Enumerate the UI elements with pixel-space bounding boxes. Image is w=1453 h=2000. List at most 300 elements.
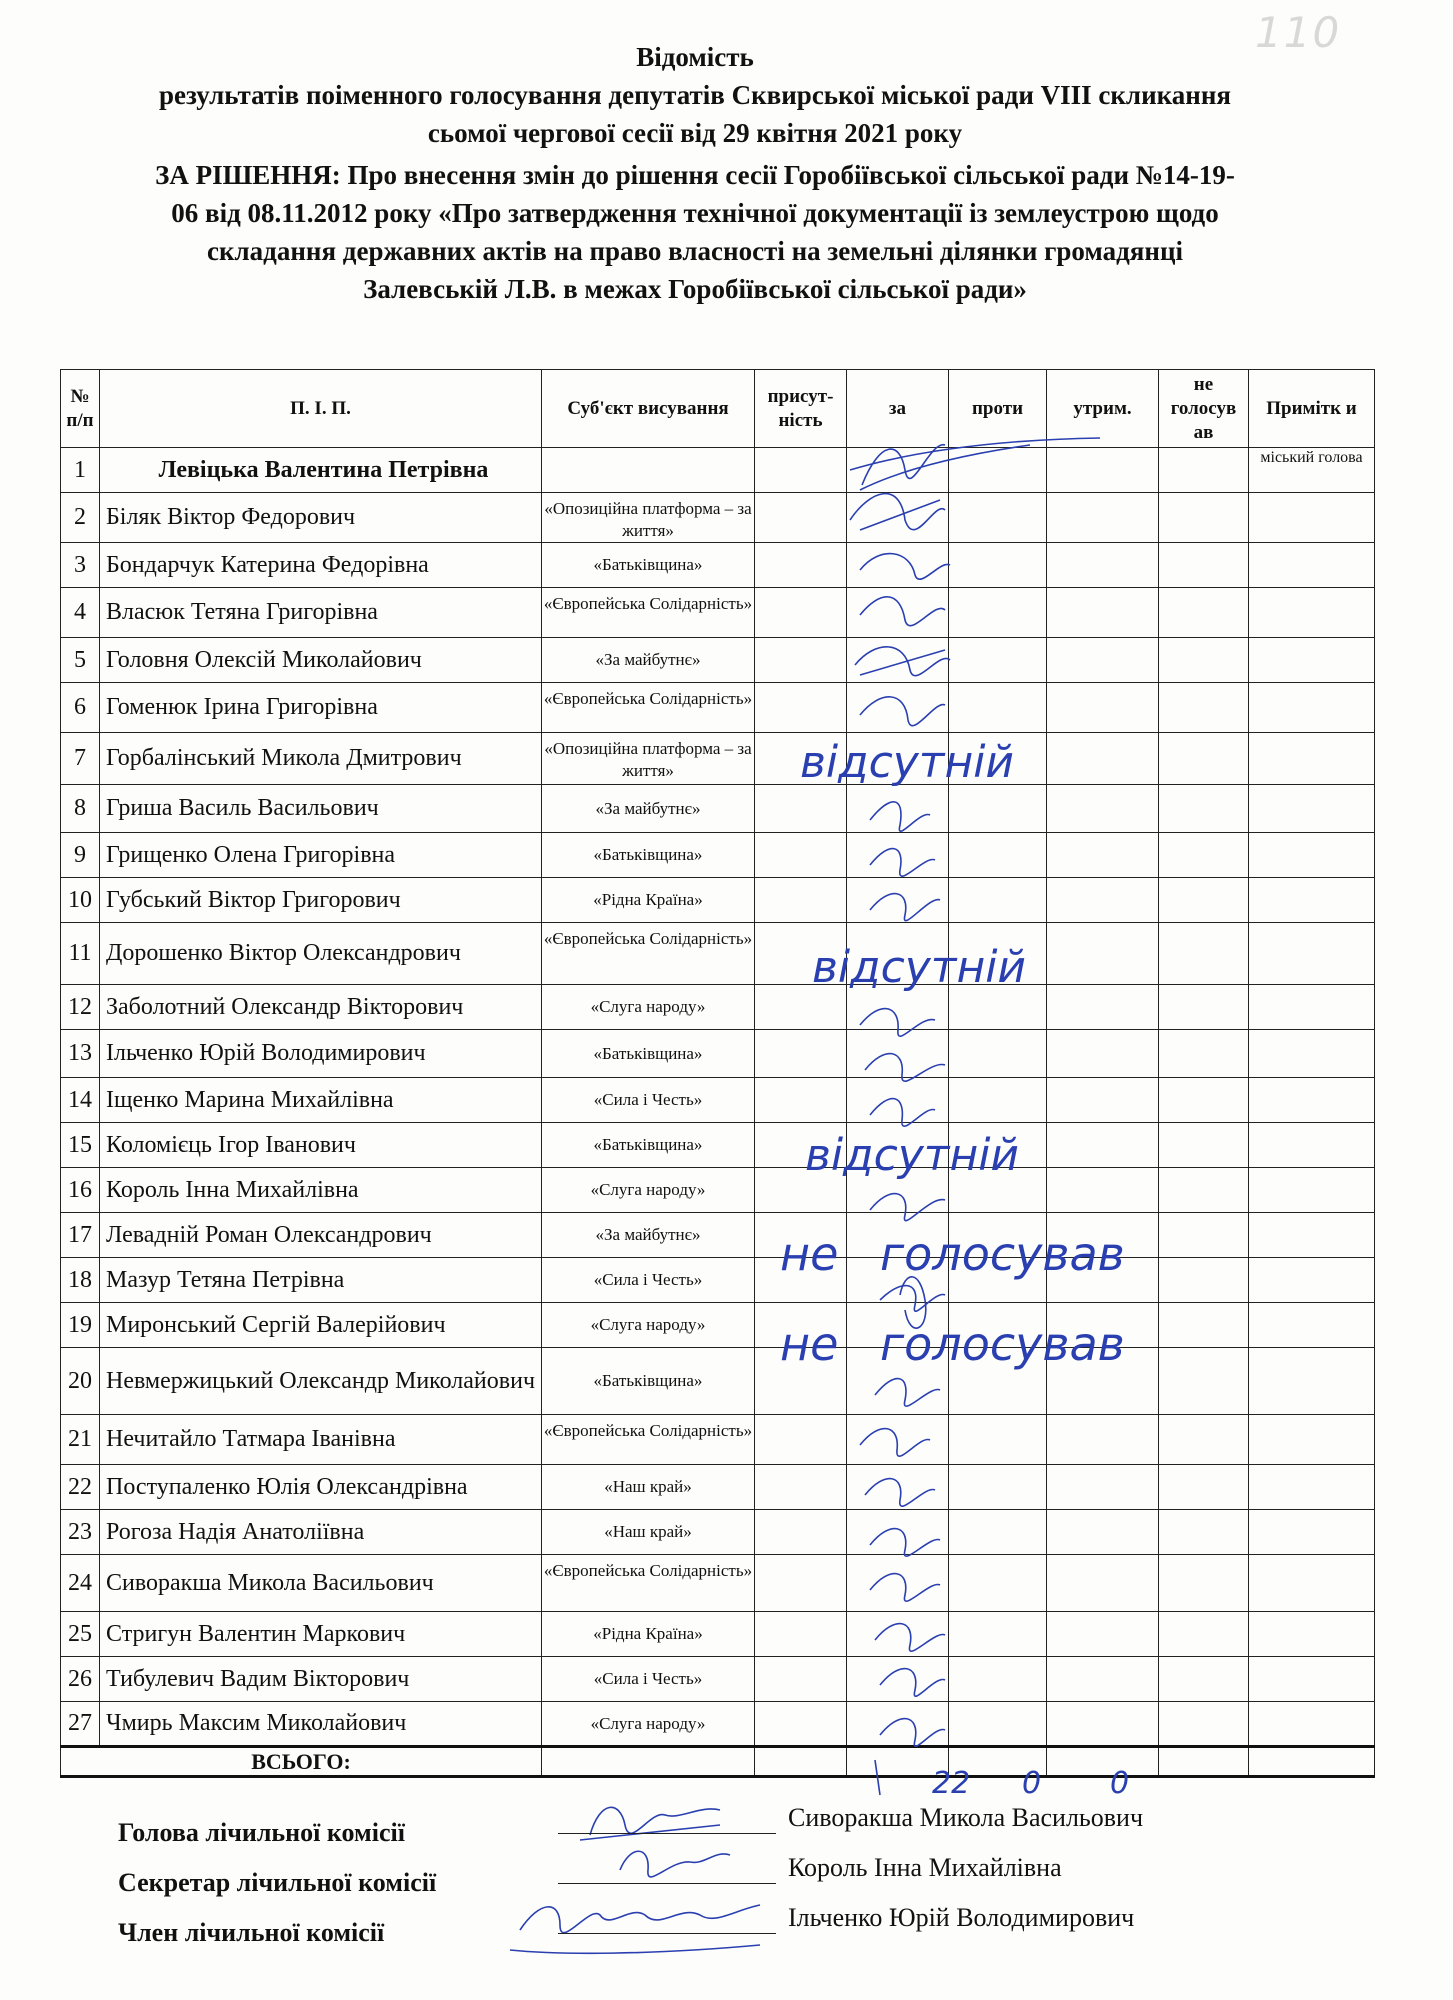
party-cell	[542, 1702, 755, 1747]
col-header-party: Суб'єкт висування	[542, 370, 755, 448]
absent-label-row-15: відсутній	[805, 1130, 1020, 1181]
table-row	[61, 1168, 1375, 1213]
party-cell-text: «Рідна Країна»	[593, 1624, 703, 1643]
row-number: 9	[61, 833, 100, 878]
total-cell	[1249, 1747, 1375, 1777]
against-cell	[949, 1612, 1047, 1657]
present-cell	[755, 683, 847, 733]
note-cell	[1249, 638, 1375, 683]
against-cell	[949, 1510, 1047, 1555]
for-cell	[847, 1657, 949, 1702]
table-row	[61, 1465, 1375, 1510]
abstain-cell	[1047, 923, 1159, 985]
document-subtitle-1: результатів поіменного голосування депутатів Сквирської міської ради VIII скликання	[158, 80, 1232, 110]
note-cell	[1249, 1657, 1375, 1702]
against-cell	[949, 1213, 1047, 1258]
against-cell	[949, 1555, 1047, 1612]
abstain-cell	[1047, 1415, 1159, 1465]
table-row	[61, 923, 1375, 985]
signature-role: Секретар лічильної комісії	[118, 1868, 437, 1897]
party-cell-text: «За майбутнє»	[595, 1225, 701, 1244]
party-cell	[542, 1030, 755, 1078]
table-row	[61, 1030, 1375, 1078]
not-voted-cell	[1159, 785, 1249, 833]
deputy-name: Невмержицький Олександр Миколайович	[100, 1348, 542, 1415]
col-header-abstain: утрим.	[1047, 370, 1159, 448]
present-cell	[755, 1415, 847, 1465]
deputy-name: Король Інна Михайлівна	[100, 1168, 542, 1213]
deputy-name: Мазур Тетяна Петрівна	[100, 1258, 542, 1303]
note-cell	[1249, 683, 1375, 733]
present-cell	[755, 543, 847, 588]
deputy-name: Левіцька Валентина Петрівна	[100, 448, 542, 493]
abstain-cell	[1047, 1555, 1159, 1612]
signature-person: Ільченко Юрій Володимирович	[788, 1903, 1135, 1932]
row-number: 13	[61, 1030, 100, 1078]
against-cell	[949, 493, 1047, 543]
party-cell	[542, 683, 755, 733]
party-cell	[542, 493, 755, 543]
row-number: 20	[61, 1348, 100, 1415]
not-voted-cell	[1159, 1612, 1249, 1657]
against-cell	[949, 683, 1047, 733]
not-voted-cell	[1159, 733, 1249, 785]
note-cell	[1249, 1348, 1375, 1415]
deputy-name: Власюк Тетяна Григорівна	[100, 588, 542, 638]
col-header-against: проти	[949, 370, 1047, 448]
abstain-cell	[1047, 1348, 1159, 1415]
against-cell	[949, 1123, 1047, 1168]
present-cell	[755, 833, 847, 878]
party-cell-text: «За майбутнє»	[595, 798, 701, 818]
party-cell-text: «Європейська Солідарність»	[543, 1561, 753, 1580]
abstain-cell	[1047, 1078, 1159, 1123]
against-cell	[949, 588, 1047, 638]
party-cell	[542, 1555, 755, 1612]
table-row	[61, 1555, 1375, 1612]
not-voted-cell	[1159, 923, 1249, 985]
present-cell	[755, 1168, 847, 1213]
note-cell	[1249, 1555, 1375, 1612]
for-cell	[847, 1555, 949, 1612]
total-label: ВСЬОГО:	[61, 1747, 542, 1777]
row-number: 23	[61, 1510, 100, 1555]
row-number: 3	[61, 543, 100, 588]
party-cell-text: «Батьківщина»	[593, 845, 703, 864]
present-cell	[755, 1612, 847, 1657]
not-voted-cell	[1159, 833, 1249, 878]
present-cell	[755, 1555, 847, 1612]
row-number: 21	[61, 1415, 100, 1465]
abstain-cell	[1047, 1612, 1159, 1657]
against-cell	[949, 1303, 1047, 1348]
party-cell	[542, 1465, 755, 1510]
not-voted-cell	[1159, 1657, 1249, 1702]
for-cell	[847, 1078, 949, 1123]
for-cell	[847, 785, 949, 833]
abstain-cell	[1047, 785, 1159, 833]
not-voted-cell	[1159, 1213, 1249, 1258]
against-cell	[949, 985, 1047, 1030]
for-cell	[847, 683, 949, 733]
deputy-name: Ільченко Юрій Володимирович	[100, 1030, 542, 1078]
deputy-name: Рогоза Надія Анатоліївна	[100, 1510, 542, 1555]
deputy-name: Грищенко Олена Григорівна	[100, 833, 542, 878]
signature-person: Сиворакша Микола Васильович	[788, 1803, 1144, 1832]
for-cell	[847, 1702, 949, 1747]
for-cell	[847, 985, 949, 1030]
deputy-name: Стригун Валентин Маркович	[100, 1612, 542, 1657]
party-cell-text: «Наш край»	[604, 1522, 692, 1541]
against-cell	[949, 1657, 1047, 1702]
deputy-name: Горбалінський Микола Дмитрович	[100, 733, 542, 785]
present-cell	[755, 1348, 847, 1415]
party-cell	[542, 1510, 755, 1555]
for-cell	[847, 1168, 949, 1213]
against-cell	[949, 1348, 1047, 1415]
row-number: 18	[61, 1258, 100, 1303]
abstain-cell	[1047, 1657, 1159, 1702]
party-cell-text: «За майбутнє»	[595, 650, 701, 669]
against-cell	[949, 1168, 1047, 1213]
party-cell-text: «Сила і Честь»	[593, 1669, 703, 1688]
party-cell	[542, 923, 755, 985]
abstain-cell	[1047, 878, 1159, 923]
total-row	[61, 1747, 1375, 1777]
total-cell	[1047, 1747, 1159, 1777]
deputy-name: Гоменюк Ірина Григорівна	[100, 683, 542, 733]
against-cell	[949, 1415, 1047, 1465]
present-cell	[755, 1657, 847, 1702]
note-cell	[1249, 448, 1375, 493]
for-cell	[847, 543, 949, 588]
party-cell-text: «Європейська Солідарність»	[543, 929, 753, 948]
present-cell	[755, 785, 847, 833]
present-cell	[755, 493, 847, 543]
party-cell-text: «Батьківщина»	[593, 1043, 703, 1063]
absent-label-row-11: відсутній	[812, 942, 1027, 993]
party-cell-text: «Слуга народу»	[590, 1315, 706, 1334]
not-voted-cell	[1159, 1168, 1249, 1213]
table-row	[61, 1303, 1375, 1348]
table-row	[61, 1657, 1375, 1702]
decision-line-1: ЗА РІШЕННЯ: Про внесення змін до рішення сесії Горобіївської сільської ради №14-19-	[155, 160, 1235, 190]
note-cell	[1249, 985, 1375, 1030]
page-number: 110	[1255, 8, 1342, 57]
total-cell	[1159, 1747, 1249, 1777]
note-cell	[1249, 1078, 1375, 1123]
table-header-row	[61, 370, 1375, 448]
against-cell	[949, 833, 1047, 878]
table-row	[61, 683, 1375, 733]
table-row	[61, 1702, 1375, 1747]
for-cell	[847, 448, 949, 493]
not-voted-cell	[1159, 448, 1249, 493]
abstain-cell	[1047, 1510, 1159, 1555]
party-cell	[542, 1348, 755, 1415]
present-cell	[755, 1465, 847, 1510]
note-cell	[1249, 1258, 1375, 1303]
deputy-name: Тибулевич Вадим Вікторович	[100, 1657, 542, 1702]
col-header-for: за	[847, 370, 949, 448]
for-cell	[847, 1510, 949, 1555]
present-cell	[755, 1030, 847, 1078]
table-row	[61, 733, 1375, 785]
row-number: 25	[61, 1612, 100, 1657]
party-cell	[542, 1657, 755, 1702]
table-row	[61, 878, 1375, 923]
present-cell	[755, 733, 847, 785]
vote-table	[60, 369, 1375, 1778]
not-voted-cell	[1159, 1465, 1249, 1510]
not-voted-cell	[1159, 985, 1249, 1030]
row-number: 27	[61, 1702, 100, 1747]
party-cell	[542, 733, 755, 785]
party-cell-text: «Батьківщина»	[593, 555, 703, 574]
note-cell	[1249, 1702, 1375, 1747]
table-row	[61, 1415, 1375, 1465]
total-cell	[847, 1747, 949, 1777]
table-row	[61, 638, 1375, 683]
party-cell	[542, 1123, 755, 1168]
abstain-cell	[1047, 543, 1159, 588]
table-row	[61, 1510, 1375, 1555]
deputy-name: Губський Віктор Григорович	[100, 878, 542, 923]
deputy-name: Чмирь Максим Миколайович	[100, 1702, 542, 1747]
party-cell	[542, 543, 755, 588]
for-cell	[847, 733, 949, 785]
abstain-cell	[1047, 638, 1159, 683]
party-cell-text: «Слуга народу»	[590, 997, 706, 1016]
against-cell	[949, 638, 1047, 683]
note-cell	[1249, 878, 1375, 923]
total-for: 22	[932, 1766, 971, 1801]
party-cell	[542, 1303, 755, 1348]
present-cell	[755, 1078, 847, 1123]
party-cell	[542, 1078, 755, 1123]
deputy-name: Левадній Роман Олександрович	[100, 1213, 542, 1258]
row-number: 16	[61, 1168, 100, 1213]
table-row	[61, 985, 1375, 1030]
against-cell	[949, 1702, 1047, 1747]
col-header-present: присут-ність	[755, 370, 847, 448]
party-cell	[542, 985, 755, 1030]
document-subtitle-2: сьомої чергової сесії від 29 квітня 2021 року	[427, 118, 963, 148]
not-voted-cell	[1159, 1123, 1249, 1168]
party-cell	[542, 1168, 755, 1213]
present-cell	[755, 448, 847, 493]
for-cell	[847, 1303, 949, 1348]
col-header-note: Примітк и	[1249, 370, 1375, 448]
col-header-num: № п/п	[61, 370, 100, 448]
for-cell	[847, 1258, 949, 1303]
note-cell	[1249, 785, 1375, 833]
table-row	[61, 1078, 1375, 1123]
deputy-name: Сиворакша Микола Васильович	[100, 1555, 542, 1612]
not-voted-cell	[1159, 1303, 1249, 1348]
note-cell	[1249, 833, 1375, 878]
row-number: 5	[61, 638, 100, 683]
party-cell-text: «Європейська Солідарність»	[543, 689, 753, 708]
present-cell	[755, 1123, 847, 1168]
party-cell	[542, 1612, 755, 1657]
for-cell	[847, 1415, 949, 1465]
present-cell	[755, 1303, 847, 1348]
signature-row-chair	[118, 1805, 1368, 1845]
against-cell	[949, 923, 1047, 985]
signature-role: Голова лічильної комісії	[118, 1818, 405, 1847]
abstain-cell	[1047, 588, 1159, 638]
abstain-cell	[1047, 683, 1159, 733]
deputy-name: Біляк Віктор Федорович	[100, 493, 542, 543]
note-cell	[1249, 923, 1375, 985]
for-cell	[847, 493, 949, 543]
not-voted-cell	[1159, 1510, 1249, 1555]
signature-row-secretary	[118, 1855, 1368, 1895]
note-cell	[1249, 543, 1375, 588]
note-cell	[1249, 588, 1375, 638]
abstain-cell	[1047, 985, 1159, 1030]
abstain-cell	[1047, 1030, 1159, 1078]
party-cell-text: «Європейська Солідарність»	[543, 594, 753, 613]
not-voted-cell	[1159, 1415, 1249, 1465]
total-against: 0	[1022, 1766, 1042, 1801]
abstain-cell	[1047, 448, 1159, 493]
deputy-name: Іщенко Марина Михайлівна	[100, 1078, 542, 1123]
row-number: 11	[61, 923, 100, 985]
row-number: 6	[61, 683, 100, 733]
party-cell-text: «Опозиційна платформа – за життя»	[544, 499, 752, 540]
party-cell-text: «Наш край»	[604, 1477, 692, 1496]
row-number: 12	[61, 985, 100, 1030]
for-cell	[847, 1030, 949, 1078]
for-cell	[847, 1123, 949, 1168]
for-cell	[847, 1612, 949, 1657]
against-cell	[949, 1030, 1047, 1078]
not-voted-cell	[1159, 1348, 1249, 1415]
against-cell	[949, 543, 1047, 588]
for-cell	[847, 1465, 949, 1510]
present-cell	[755, 923, 847, 985]
for-cell	[847, 638, 949, 683]
for-cell	[847, 923, 949, 985]
not-voted-label-row-17-a: не	[780, 1227, 839, 1281]
signature-person: Король Інна Михайлівна	[788, 1853, 1062, 1882]
not-voted-cell	[1159, 638, 1249, 683]
row-number: 2	[61, 493, 100, 543]
deputy-name: Бондарчук Катерина Федорівна	[100, 543, 542, 588]
not-voted-cell	[1159, 543, 1249, 588]
abstain-cell	[1047, 1213, 1159, 1258]
total-cell	[542, 1747, 755, 1777]
party-cell	[542, 1415, 755, 1465]
party-cell	[542, 1258, 755, 1303]
present-cell	[755, 1213, 847, 1258]
row-number: 1	[61, 448, 100, 493]
for-cell	[847, 878, 949, 923]
total-cell	[949, 1747, 1047, 1777]
party-cell	[542, 1213, 755, 1258]
not-voted-cell	[1159, 1555, 1249, 1612]
for-cell	[847, 588, 949, 638]
signature-line	[558, 1933, 776, 1934]
party-cell	[542, 448, 755, 493]
not-voted-label-row-17-b: голосував	[880, 1227, 1125, 1281]
abstain-cell	[1047, 493, 1159, 543]
not-voted-cell	[1159, 1702, 1249, 1747]
not-voted-label-row-19-b: голосував	[880, 1317, 1125, 1371]
signature-line	[558, 1883, 776, 1884]
note-cell	[1249, 733, 1375, 785]
document-header	[30, 38, 1360, 308]
note-cell	[1249, 1612, 1375, 1657]
note-cell	[1249, 493, 1375, 543]
row-number: 19	[61, 1303, 100, 1348]
present-cell	[755, 985, 847, 1030]
table-row	[61, 448, 1375, 493]
against-cell	[949, 1078, 1047, 1123]
abstain-cell	[1047, 1123, 1159, 1168]
row-number: 22	[61, 1465, 100, 1510]
against-cell	[949, 785, 1047, 833]
row-number: 8	[61, 785, 100, 833]
present-cell	[755, 1510, 847, 1555]
against-cell	[949, 878, 1047, 923]
party-cell-text: «Опозиційна платформа – за життя»	[544, 739, 752, 780]
party-cell	[542, 588, 755, 638]
abstain-cell	[1047, 1465, 1159, 1510]
note-cell	[1249, 1415, 1375, 1465]
deputy-name: Миронський Сергій Валерійович	[100, 1303, 542, 1348]
deputy-name: Гриша Василь Васильович	[100, 785, 542, 833]
note-cell	[1249, 1303, 1375, 1348]
table-row	[61, 785, 1375, 833]
party-cell	[542, 638, 755, 683]
signature-row-member	[118, 1905, 1368, 1945]
party-cell-text: «Батьківщина»	[593, 1135, 703, 1154]
abstain-cell	[1047, 1702, 1159, 1747]
signature-role: Член лічильної комісії	[118, 1918, 385, 1947]
deputy-name: Коломієць Ігор Іванович	[100, 1123, 542, 1168]
decision-line-2: 06 від 08.11.2012 року «Про затвердження технічної документації із землеустрою щодо	[171, 198, 1219, 228]
against-cell	[949, 733, 1047, 785]
row-number: 24	[61, 1555, 100, 1612]
for-cell	[847, 1213, 949, 1258]
party-cell-text: «Сила і Честь»	[593, 1090, 703, 1109]
party-cell	[542, 878, 755, 923]
party-cell-text: «Сила і Честь»	[593, 1270, 703, 1289]
row-number: 10	[61, 878, 100, 923]
decision-line-3: складання державних актів на право власності на земельні ділянки громадянці	[206, 236, 1184, 266]
abstain-cell	[1047, 1168, 1159, 1213]
row-number: 26	[61, 1657, 100, 1702]
signature-line	[558, 1833, 776, 1834]
decision-line-4: Залевській Л.В. в межах Горобіївської сільської ради»	[363, 274, 1027, 304]
party-cell-text: «Слуга народу»	[590, 1713, 706, 1733]
not-voted-cell	[1159, 1030, 1249, 1078]
deputy-name: Заболотний Олександр Вікторович	[100, 985, 542, 1030]
party-cell	[542, 785, 755, 833]
row-number: 14	[61, 1078, 100, 1123]
abstain-cell	[1047, 1258, 1159, 1303]
table-row	[61, 543, 1375, 588]
not-voted-cell	[1159, 683, 1249, 733]
absent-label-row-7: відсутній	[800, 737, 1015, 788]
note-cell	[1249, 1465, 1375, 1510]
document-title: Відомість	[636, 42, 754, 72]
table-row	[61, 1213, 1375, 1258]
not-voted-cell	[1159, 1078, 1249, 1123]
